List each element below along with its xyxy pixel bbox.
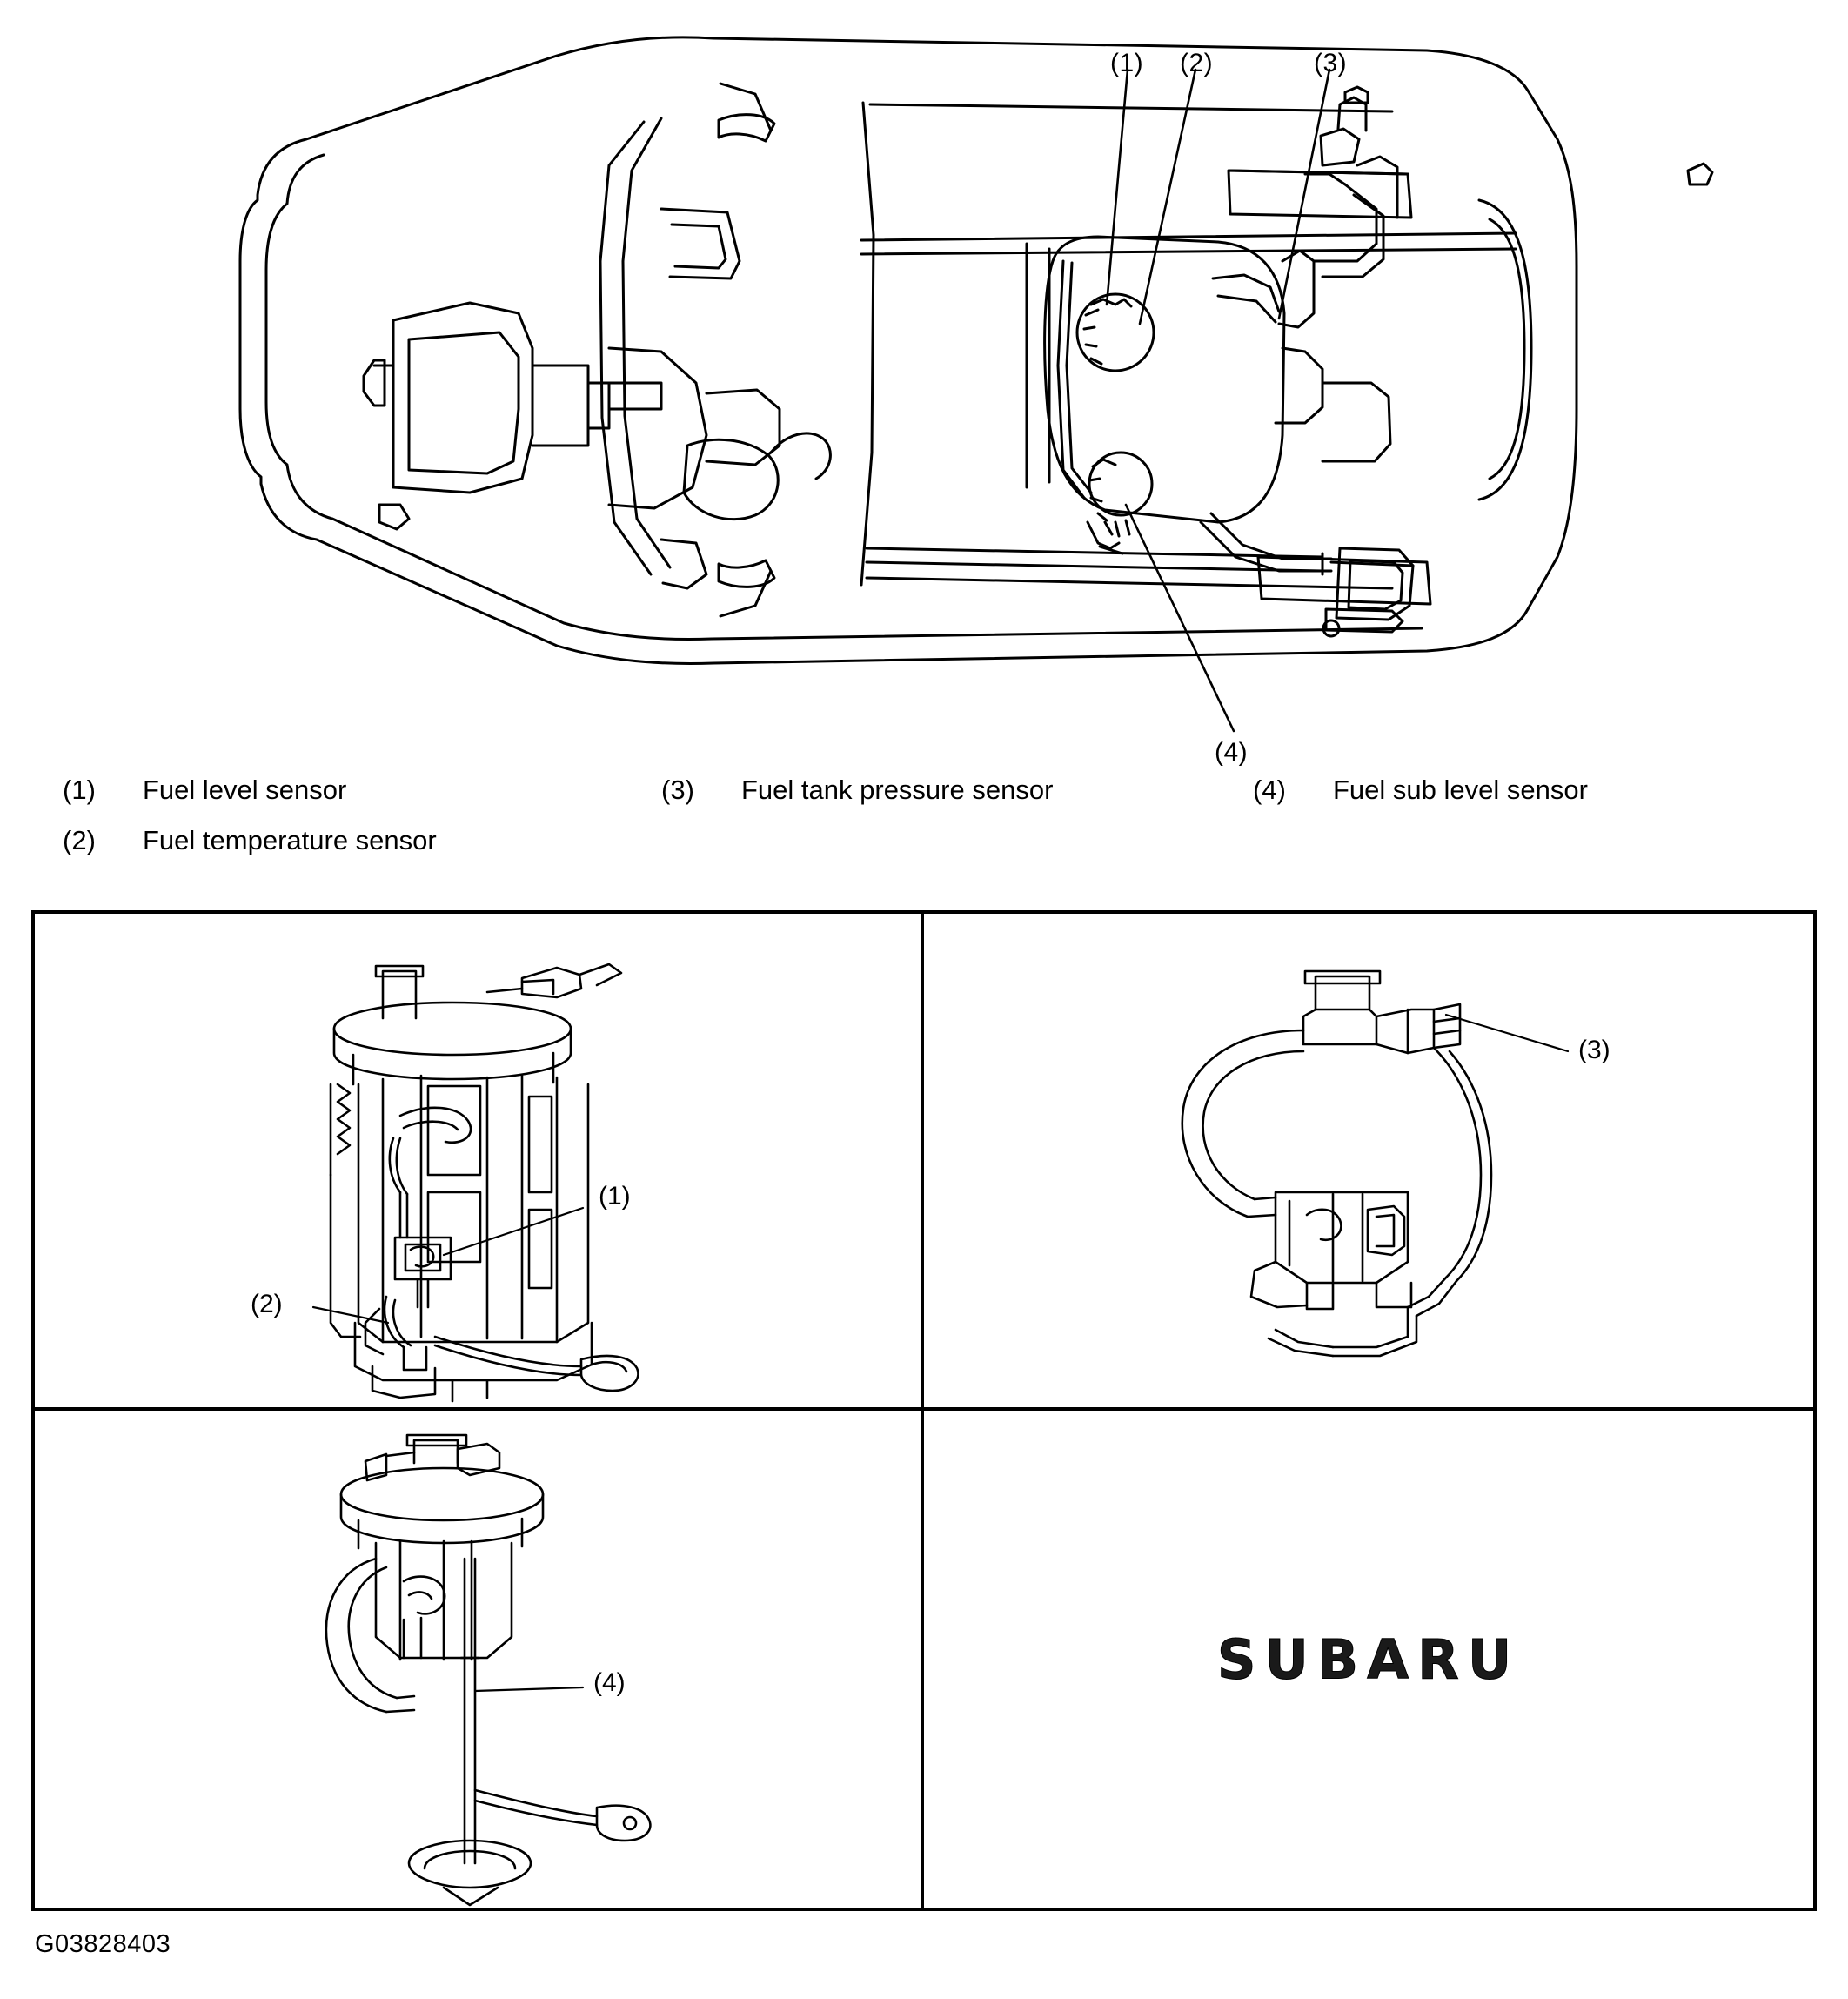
legend-item-1-number: (1) xyxy=(63,775,96,805)
vehicle-callout-4: (4) xyxy=(1215,738,1249,767)
vehicle-underbody-diagram xyxy=(0,0,1848,766)
panel-tl-callout-2: (2) xyxy=(251,1290,283,1318)
panel-tl-callout-1: (1) xyxy=(599,1182,631,1211)
fuel-tank-pressure-sensor-drawing xyxy=(924,914,1811,1410)
legend-column-2 xyxy=(661,775,1053,825)
fuel-pump-assembly-drawing xyxy=(35,914,922,1410)
panel-fuel-sub-level-sensor xyxy=(35,1411,924,1908)
legend-item-3 xyxy=(661,775,1053,806)
panel-fuel-tank-pressure-sensor xyxy=(924,914,1813,1411)
subaru-wordmark: SUBARU xyxy=(1216,1627,1521,1691)
vehicle-callout-2: (2) xyxy=(1180,49,1214,77)
legend-item-2-number: (2) xyxy=(63,825,96,855)
legend-item-4-number: (4) xyxy=(1253,775,1286,805)
figure-code: G03828403 xyxy=(35,1930,171,1958)
vehicle-callout-1: (1) xyxy=(1110,49,1144,77)
legend-item-4-label: Fuel sub level sensor xyxy=(1333,775,1588,805)
panel-bl-callout-4: (4) xyxy=(593,1668,626,1697)
panel-brand-logo xyxy=(924,1411,1813,1908)
legend-item-2-label: Fuel temperature sensor xyxy=(143,825,437,855)
fuel-sub-level-sensor-drawing xyxy=(35,1411,922,1907)
legend-column-1 xyxy=(63,775,437,875)
legend-item-1-label: Fuel level sensor xyxy=(143,775,347,805)
legend-item-2 xyxy=(63,825,437,856)
legend xyxy=(0,775,1848,888)
panel-tr-callout-3: (3) xyxy=(1578,1036,1610,1064)
vehicle-callout-3: (3) xyxy=(1314,49,1348,77)
legend-item-1 xyxy=(63,775,437,806)
legend-item-3-label: Fuel tank pressure sensor xyxy=(741,775,1054,805)
panel-fuel-pump-assembly xyxy=(35,914,924,1411)
legend-column-3 xyxy=(1253,775,1588,825)
detail-panel-grid xyxy=(31,910,1817,1911)
legend-item-3-number: (3) xyxy=(661,775,694,805)
vehicle-outline-drawing xyxy=(0,0,1848,766)
legend-item-4 xyxy=(1253,775,1588,806)
